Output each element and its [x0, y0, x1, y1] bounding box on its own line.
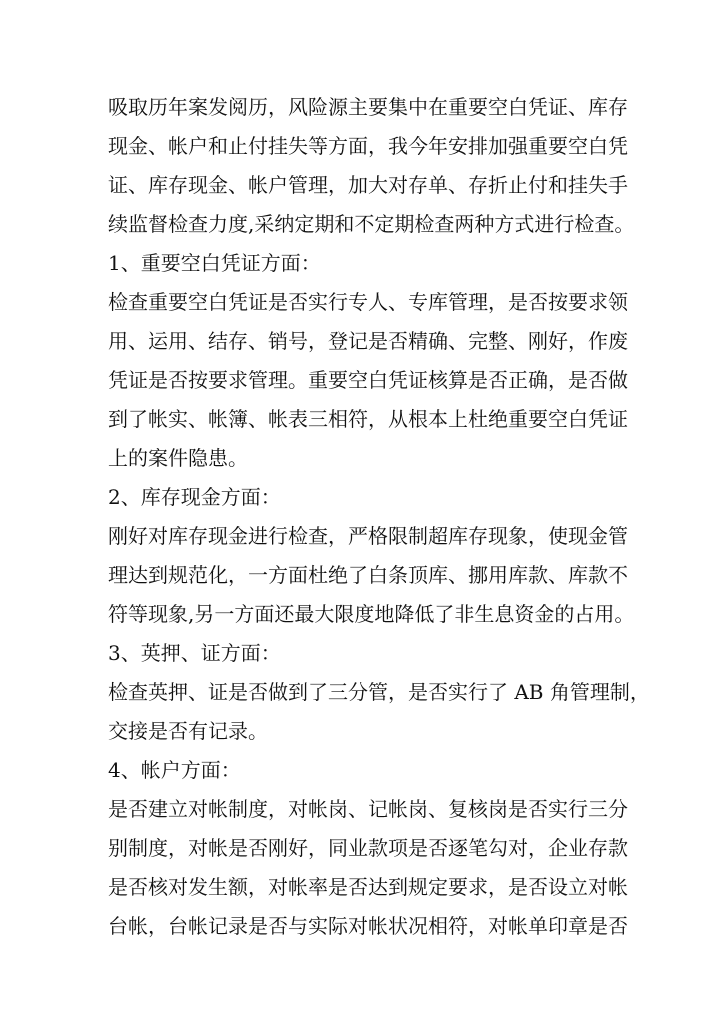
text-line: 证、库存现金、帐户管理，加大对存单、存折止付和挂失手 — [108, 173, 628, 197]
text-line: 台帐，台帐记录是否与实际对帐状况相符，对帐单印章是否 — [108, 914, 628, 938]
text-line: 检查英押、证是否做到了三分管，是否实行了 AB 角管理制， — [108, 680, 650, 704]
section-heading: 4、帐户方面： — [108, 758, 241, 782]
text-line: 是否建立对帐制度，对帐岗、记帐岗、复核岗是否实行三分 — [108, 797, 628, 821]
text-line: 上的案件隐患。 — [108, 446, 248, 470]
text-line: 吸取历年案发阅历，风险源主要集中在重要空白凭证、库存 — [108, 95, 628, 119]
text-line: 凭证是否按要求管理。重要空白凭证核算是否正确，是否做 — [108, 368, 628, 392]
text-line: 理达到规范化，一方面杜绝了白条顶库、挪用库款、库款不 — [108, 563, 628, 587]
document-body — [108, 88, 650, 946]
text-line: 交接是否有记录。 — [108, 719, 268, 743]
text-line: 到了帐实、帐簿、帐表三相符，从根本上杜绝重要空白凭证 — [108, 407, 628, 431]
text-line: 续监督检查力度,采纳定期和不定期检查两种方式进行检查。 — [108, 212, 635, 236]
section-heading: 2、库存现金方面： — [108, 485, 281, 509]
text-line: 检查重要空白凭证是否实行专人、专库管理，是否按要求领 — [108, 290, 628, 314]
section-heading: 3、英押、证方面： — [108, 641, 281, 665]
text-line: 现金、帐户和止付挂失等方面，我今年安排加强重要空白凭 — [108, 134, 628, 158]
text-line: 刚好对库存现金进行检查，严格限制超库存现象，使现金管 — [108, 524, 628, 548]
text-line: 用、运用、结存、销号，登记是否精确、完整、刚好，作废 — [108, 329, 628, 353]
section-heading: 1、重要空白凭证方面： — [108, 251, 321, 275]
text-line: 是否核对发生额，对帐率是否达到规定要求，是否设立对帐 — [108, 875, 628, 899]
text-line: 别制度，对帐是否刚好，同业款项是否逐笔勾对，企业存款 — [108, 836, 628, 860]
text-line: 符等现象,另一方面还最大限度地降低了非生息资金的占用。 — [108, 602, 635, 626]
